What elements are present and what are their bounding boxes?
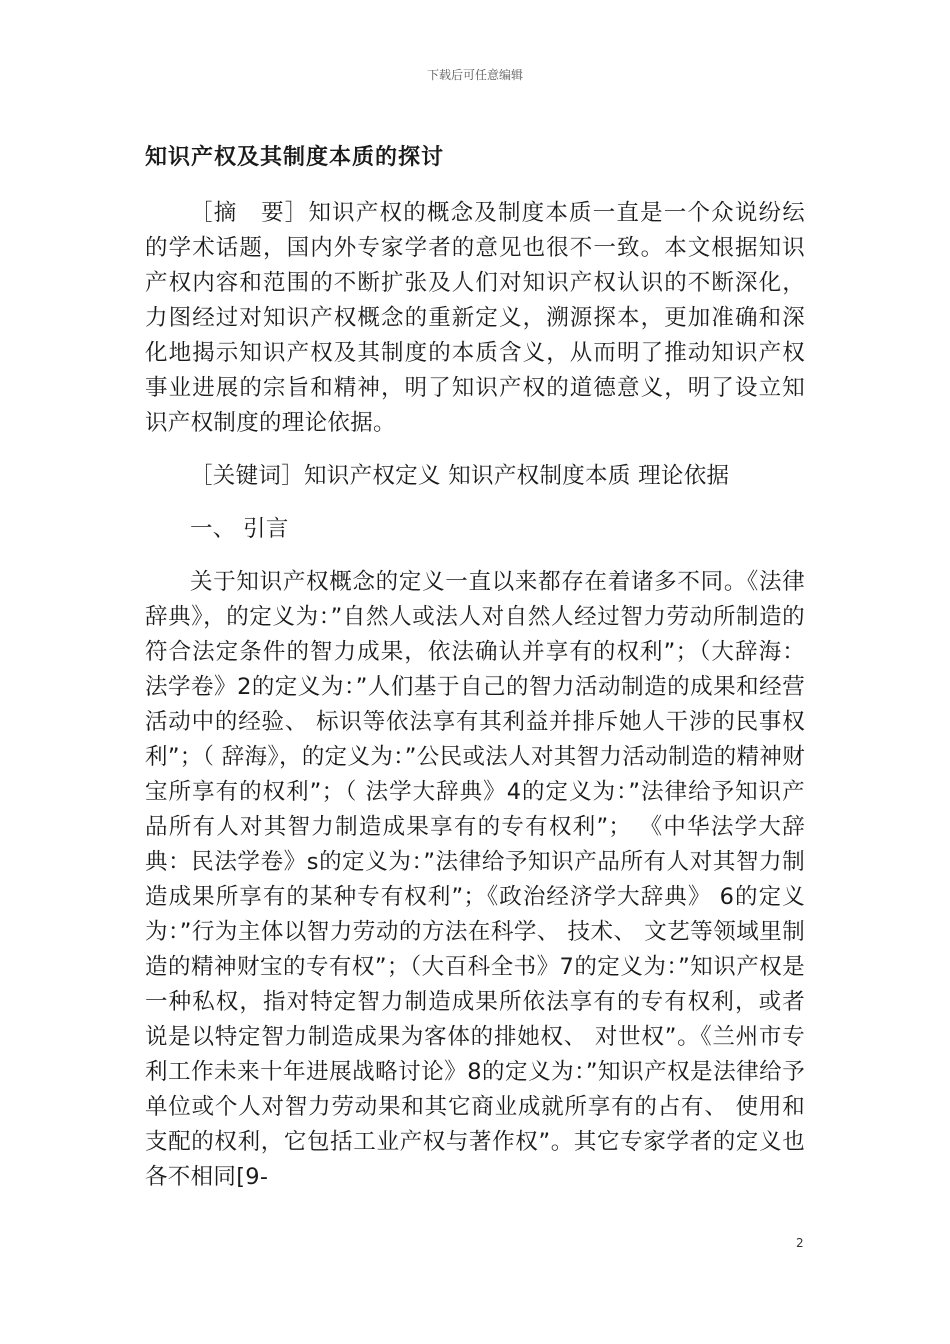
section-heading: 一、 引言 [190,516,289,542]
header-note: 下载后可任意编辑 [426,68,523,82]
abstract-paragraph: ［摘 要］知识产权的概念及制度本质一直是一个众说纷纭的学术话题，国内外专家学者的意见也很不一致。本文根据知识产权内容和范围的不断扩张及人们对知识产权认识的不断深化，力图经过对知识产权概念的重新定义，溯源探本，更加准确和深化地揭示知识产权及其制度的本质含义，从而明了推动知识产权事业进展的宗旨和精神，明了知识产权的道德意义，明了设立知识产权制度的理论依据。 [145,200,805,436]
document-body [145,196,805,1195]
body-paragraph: 关于知识产权概念的定义一直以来都存在着诸多不同。《法律辞典》，的定义为：”自然人或法人对自然人经过智力劳动所制造的符合法定条件的智力成果，依法确认并享有的权利”；（大辞海：法学卷》2的定义为：”人们基于自己的智力活动制造的成果和经营活动中的经验、 标识等依法享有其利益并排斥她人干涉的民事权利”；（ 辞海》，的定义为：”公民或法人对其智力活动制造的精神财宝所享有的权利”；（ 法学大辞典》4的定义为：”法律给予知识产品所有人对其智力制造成果享有的专有权利”； 《中华法学大辞典：民法学卷》s的定义为：”法律给予知识产品所有人对其智力制造成果所享有的某种专有权利”；《政治经济学大辞典》 6的定义为：”行为主体以智力劳动的方法在科学、 技术、 文艺等领域里制造的精神财宝的专有权”；（大百科全书》7的定义为：”知识产权是一种私权，指对特定智力制造成果所依法享有的专有权利，或者说是以特定智力制造成果为客体的排她权、 对世权”。《兰州市专利工作未来十年进展战略讨论》8的定义为：”知识产权是法律给予单位或个人对智力劳动果和其它商业成就所享有的占有、 使用和支配的权利，它包括工业产权与著作权”。其它专家学者的定义也各不相同[9- [145,569,805,1190]
keywords-paragraph: ［关键词］知识产权定义 知识产权制度本质 理论依据 [190,463,730,489]
document-title: 知识产权及其制度本质的探讨 [145,145,445,170]
page-number: 2 [796,1236,804,1250]
